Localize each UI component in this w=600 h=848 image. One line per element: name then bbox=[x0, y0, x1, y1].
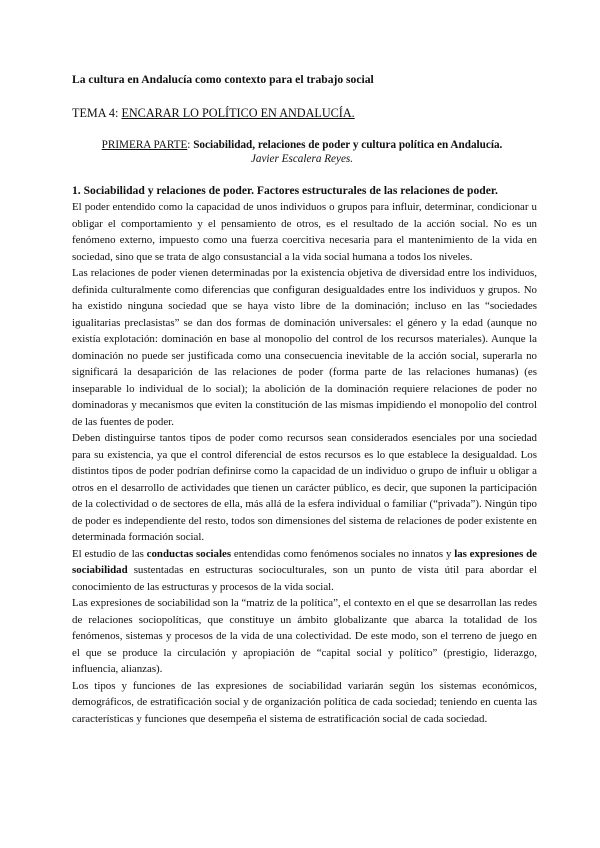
author-name: Javier Escalera Reyes. bbox=[250, 153, 354, 165]
part-title: Sociabilidad, relaciones de poder y cultura política en Andalucía. bbox=[193, 139, 503, 151]
paragraph-4-bold-b: las expresiones de sociabilidad bbox=[72, 547, 537, 576]
paragraph-4-bold-a: conductas sociales bbox=[146, 547, 232, 560]
paragraph-5: Las expresiones de sociabilidad son la “matriz de la política”, el contexto en el que se desarrollan las redes de relaciones sociopolíticas, que constituye un ámbito globalizante que abarca la totalidad de los fenómenos, sistemas y procesos de la vida de una colectividad. De este modo, son el terreno de juego en el que se produce la circulación y apropiación de “capital social y político” (prestigio, liderazgo, influencia, alianzas). bbox=[72, 597, 537, 675]
paragraph-4-text-b: entendidas como fenómenos sociales no innatos y bbox=[231, 547, 455, 560]
body-text bbox=[72, 199, 537, 727]
paragraph-3: Deben distinguirse tantos tipos de poder como recursos sean considerados esenciales por una sociedad para su existencia, ya que el control diferencial de estos recursos es lo que establece la desigualdad. Los distintos tipos de poder podrían definirse como la capacidad de un individuo o grupo de influir u obligar a otros en el desarrollo de actividades que tienen un carácter público, es decir, que suponen la participación de la colectividad o de sectores de ella, más allá de la esfera individual o familiar (“privada”). Ningún tipo de poder es independiente del resto, todos son dimensiones del sistema de relaciones de poder existente en determinada formación social. bbox=[72, 432, 537, 543]
document-title: La cultura en Andalucía como contexto para el trabajo social bbox=[72, 73, 374, 86]
tema-title: ENCARAR LO POLÍTICO EN ANDALUCÍA. bbox=[121, 106, 355, 120]
paragraph-4-text-c: sustentadas en estructuras socioculturales, son un punto de vista útil para abordar el conocimiento de las estructuras y procesos de la vida social. bbox=[72, 564, 537, 593]
paragraph-6: Los tipos y funciones de las expresiones de sociabilidad variarán según los sistemas económicos, demográficos, de estratificación social y de organización política de cada sociedad; teniendo en cuenta las características y funciones que desempeña el sistema de estratificación social de cada sociedad. bbox=[72, 679, 537, 725]
paragraph-1: El poder entendido como la capacidad de unos individuos o grupos para influir, determinar, condicionar u obligar el comportamiento y el pensamiento de otros, es el resultado de la acción social. No es un fenómeno externo, impuesto como una fuerza coercitiva necesaria para el mantenimiento de la vida en sociedad, sino que se trata de algo consustancial a la vida social humana a todos los niveles. bbox=[72, 201, 537, 263]
part-heading bbox=[72, 138, 532, 152]
tema-label: TEMA 4: bbox=[72, 106, 122, 120]
part-separator: : bbox=[187, 139, 194, 151]
part-label: PRIMERA PARTE bbox=[101, 139, 188, 151]
paragraph-4-text-a: El estudio de las bbox=[72, 547, 147, 560]
section-heading: 1. Sociabilidad y relaciones de poder. Factores estructurales de las relaciones de poder. bbox=[72, 184, 498, 197]
paragraph-2: Las relaciones de poder vienen determinadas por la existencia objetiva de diversidad entre los individuos, definida culturalmente como diferencias que configuran desigualdades entre los individuos y grupos. No ha existido ninguna sociedad que se haya visto libre de la dominación; incluso en las “sociedades igualitarias preclasistas” se dan dos formas de dominación universales: el género y la edad (aunque no existía explotación: dominación en base al monopolio del control de los recursos materiales). Aunque la dominación no puede ser justificada como una consecuencia inevitable de la acción social, superarla no significará la desaparición de las relaciones de poder (forma parte de las relaciones humanas) (es inseparable lo individual de lo social); la abolición de la dominación requiere relaciones de poder no dominadoras y mecanismos que eviten la constitución de las mismas impidiendo el monopolio del control de las fuentes de poder. bbox=[72, 267, 537, 428]
tema-heading bbox=[72, 106, 532, 121]
paragraph-4 bbox=[72, 546, 537, 596]
